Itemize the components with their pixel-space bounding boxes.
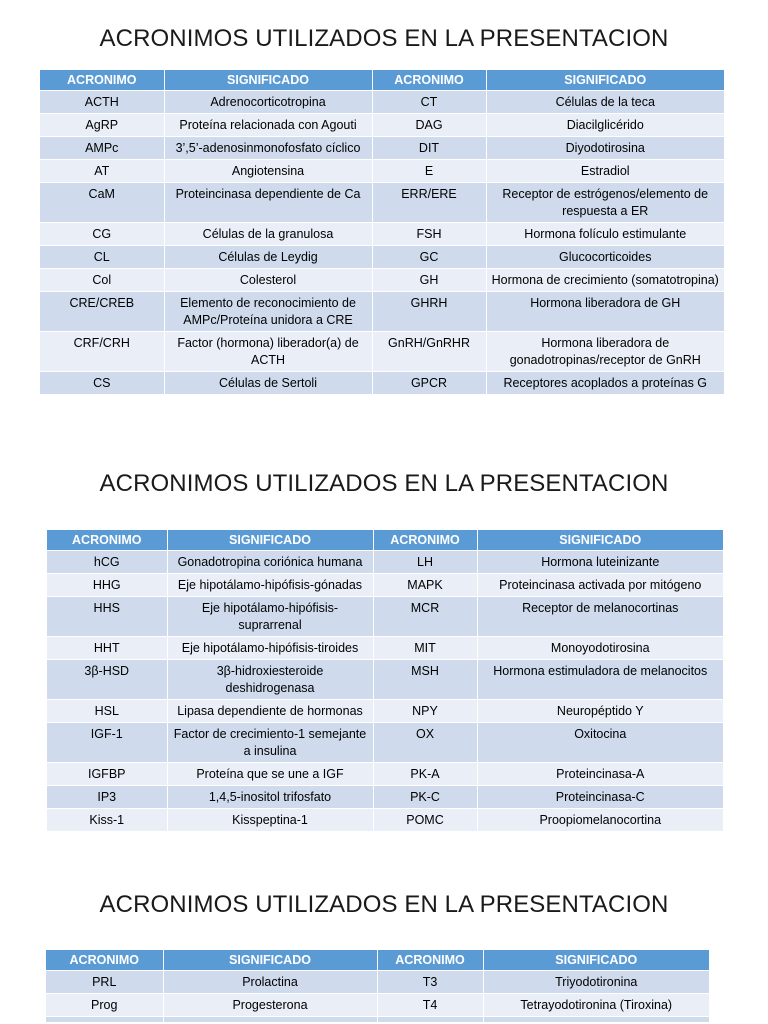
acronym-cell: CRF/CRH: [40, 332, 164, 372]
meaning-cell: Kisspeptina-1: [167, 809, 373, 832]
acronym-cell: [377, 1017, 483, 1023]
meaning-cell: Hormona folículo estimulante: [486, 223, 724, 246]
meaning-cell: Células de Sertoli: [164, 372, 372, 395]
acronym-cell: Kiss-1: [47, 809, 167, 832]
table-row: [40, 137, 724, 160]
acronym-cell: DIT: [372, 137, 486, 160]
acronym-cell: OX: [373, 723, 477, 763]
meaning-cell: Lipasa dependiente de hormonas: [167, 700, 373, 723]
acronym-cell: IGFBP: [47, 763, 167, 786]
acronym-cell: E: [372, 160, 486, 183]
acronym-cell: 3β-HSD: [47, 660, 167, 700]
table-row: [40, 114, 724, 137]
table-row: [47, 763, 723, 786]
acronym-cell: GHRH: [372, 292, 486, 332]
acronym-cell: CS: [40, 372, 164, 395]
meaning-cell: Estradiol: [486, 160, 724, 183]
meaning-cell: Adrenocorticotropina: [164, 91, 372, 114]
meaning-cell: Células de la teca: [486, 91, 724, 114]
table-row: [46, 1017, 709, 1023]
meaning-cell: Receptor de melanocortinas: [477, 597, 723, 637]
acronym-cell: IP3: [47, 786, 167, 809]
acronym-cell: GC: [372, 246, 486, 269]
table-row: [47, 809, 723, 832]
acronym-cell: PK-C: [373, 786, 477, 809]
meaning-cell: Monoyodotirosina: [477, 637, 723, 660]
acronym-cell: CRE/CREB: [40, 292, 164, 332]
table-row: [47, 700, 723, 723]
acronym-cell: POMC: [373, 809, 477, 832]
meaning-cell: Progesterona: [163, 994, 377, 1017]
meaning-cell: Proteincinasa activada por mitógeno: [477, 574, 723, 597]
acronym-cell: GH: [372, 269, 486, 292]
column-header-significado: SIGNIFICADO: [486, 70, 724, 91]
acronym-cell: Prog: [46, 994, 163, 1017]
acronym-cell: IGF-1: [47, 723, 167, 763]
acronym-cell: HHG: [47, 574, 167, 597]
table-header-row: [40, 70, 724, 91]
acronym-cell: [46, 1017, 163, 1023]
acronym-cell: CG: [40, 223, 164, 246]
slide-title: ACRONIMOS UTILIZADOS EN LA PRESENTACION: [99, 25, 669, 52]
acronym-cell: GnRH/GnRHR: [372, 332, 486, 372]
meaning-cell: Hormona liberadora de gonadotropinas/receptor de GnRH: [486, 332, 724, 372]
table-row: [40, 372, 724, 395]
column-header-significado: SIGNIFICADO: [164, 70, 372, 91]
meaning-cell: Factor (hormona) liberador(a) de ACTH: [164, 332, 372, 372]
meaning-cell: Hormona luteinizante: [477, 551, 723, 574]
meaning-cell: Neuropéptido Y: [477, 700, 723, 723]
column-header-significado: SIGNIFICADO: [167, 530, 373, 551]
table-row: [47, 597, 723, 637]
acronym-cell: T3: [377, 971, 483, 994]
acronym-cell: AMPc: [40, 137, 164, 160]
table-row: [40, 183, 724, 223]
meaning-cell: 3β-hidroxiesteroide deshidrogenasa: [167, 660, 373, 700]
slide-title: ACRONIMOS UTILIZADOS EN LA PRESENTACION: [99, 891, 669, 918]
table-row: [46, 994, 709, 1017]
meaning-cell: Proteincinasa-C: [477, 786, 723, 809]
meaning-cell: Hormona de crecimiento (somatotropina): [486, 269, 724, 292]
meaning-cell: Factor de crecimiento-1 semejante a insulina: [167, 723, 373, 763]
acronym-cell: Col: [40, 269, 164, 292]
meaning-cell: Elemento de reconocimiento de AMPc/Proteína unidora a CRE: [164, 292, 372, 332]
table-row: [40, 91, 724, 114]
table-row: [40, 223, 724, 246]
acronym-cell: FSH: [372, 223, 486, 246]
acronym-cell: HHS: [47, 597, 167, 637]
table-row: [40, 160, 724, 183]
meaning-cell: Oxitocina: [477, 723, 723, 763]
meaning-cell: Proteína relacionada con Agouti: [164, 114, 372, 137]
meaning-cell: Hormona estimuladora de melanocitos: [477, 660, 723, 700]
acronym-cell: PRL: [46, 971, 163, 994]
table-row: [40, 269, 724, 292]
column-header-acronimo: ACRONIMO: [46, 950, 163, 971]
meaning-cell: Proopiomelanocortina: [477, 809, 723, 832]
table-row: [47, 637, 723, 660]
meaning-cell: Diyodotirosina: [486, 137, 724, 160]
slide-title: ACRONIMOS UTILIZADOS EN LA PRESENTACION: [99, 470, 669, 497]
acronym-cell: T4: [377, 994, 483, 1017]
meaning-cell: Hormona liberadora de GH: [486, 292, 724, 332]
acronym-table: [40, 70, 724, 395]
column-header-acronimo: ACRONIMO: [40, 70, 164, 91]
table-row: [47, 551, 723, 574]
table-row: [47, 574, 723, 597]
acronym-cell: AT: [40, 160, 164, 183]
meaning-cell: Glucocorticoides: [486, 246, 724, 269]
meaning-cell: [483, 1017, 709, 1023]
table-row: [47, 660, 723, 700]
acronym-cell: NPY: [373, 700, 477, 723]
meaning-cell: Diacilglicérido: [486, 114, 724, 137]
acronym-cell: LH: [373, 551, 477, 574]
acronym-cell: GPCR: [372, 372, 486, 395]
meaning-cell: Células de la granulosa: [164, 223, 372, 246]
column-header-acronimo: ACRONIMO: [377, 950, 483, 971]
acronym-cell: PK-A: [373, 763, 477, 786]
column-header-significado: SIGNIFICADO: [483, 950, 709, 971]
meaning-cell: [163, 1017, 377, 1023]
acronym-cell: MCR: [373, 597, 477, 637]
acronym-cell: MIT: [373, 637, 477, 660]
column-header-acronimo: ACRONIMO: [47, 530, 167, 551]
meaning-cell: Tetrayodotironina (Tiroxina): [483, 994, 709, 1017]
meaning-cell: Proteincinasa-A: [477, 763, 723, 786]
meaning-cell: Eje hipotálamo-hipófisis-suprarrenal: [167, 597, 373, 637]
table-row: [46, 971, 709, 994]
meaning-cell: Proteína que se une a IGF: [167, 763, 373, 786]
table-header-row: [47, 530, 723, 551]
meaning-cell: Colesterol: [164, 269, 372, 292]
column-header-significado: SIGNIFICADO: [477, 530, 723, 551]
meaning-cell: Triyodotironina: [483, 971, 709, 994]
meaning-cell: Gonadotropina coriónica humana: [167, 551, 373, 574]
meaning-cell: 1,4,5-inositol trifosfato: [167, 786, 373, 809]
table-row: [40, 332, 724, 372]
acronym-table: [47, 530, 723, 832]
column-header-acronimo: ACRONIMO: [372, 70, 486, 91]
column-header-significado: SIGNIFICADO: [163, 950, 377, 971]
acronym-cell: HHT: [47, 637, 167, 660]
acronym-cell: ACTH: [40, 91, 164, 114]
acronym-cell: hCG: [47, 551, 167, 574]
table-row: [40, 246, 724, 269]
acronym-cell: ERR/ERE: [372, 183, 486, 223]
meaning-cell: Receptores acoplados a proteínas G: [486, 372, 724, 395]
meaning-cell: Proteincinasa dependiente de Ca: [164, 183, 372, 223]
acronym-cell: HSL: [47, 700, 167, 723]
meaning-cell: Receptor de estrógenos/elemento de respuesta a ER: [486, 183, 724, 223]
column-header-acronimo: ACRONIMO: [373, 530, 477, 551]
meaning-cell: 3’,5’-adenosinmonofosfato cíclico: [164, 137, 372, 160]
acronym-table: [46, 950, 709, 1023]
meaning-cell: Células de Leydig: [164, 246, 372, 269]
meaning-cell: Eje hipotálamo-hipófisis-tiroides: [167, 637, 373, 660]
meaning-cell: Angiotensina: [164, 160, 372, 183]
acronym-cell: DAG: [372, 114, 486, 137]
acronym-cell: MAPK: [373, 574, 477, 597]
acronym-cell: CT: [372, 91, 486, 114]
table-row: [47, 786, 723, 809]
table-row: [40, 292, 724, 332]
table-header-row: [46, 950, 709, 971]
meaning-cell: Prolactina: [163, 971, 377, 994]
table-row: [47, 723, 723, 763]
acronym-cell: CL: [40, 246, 164, 269]
acronym-cell: CaM: [40, 183, 164, 223]
acronym-cell: MSH: [373, 660, 477, 700]
meaning-cell: Eje hipotálamo-hipófisis-gónadas: [167, 574, 373, 597]
acronym-cell: AgRP: [40, 114, 164, 137]
